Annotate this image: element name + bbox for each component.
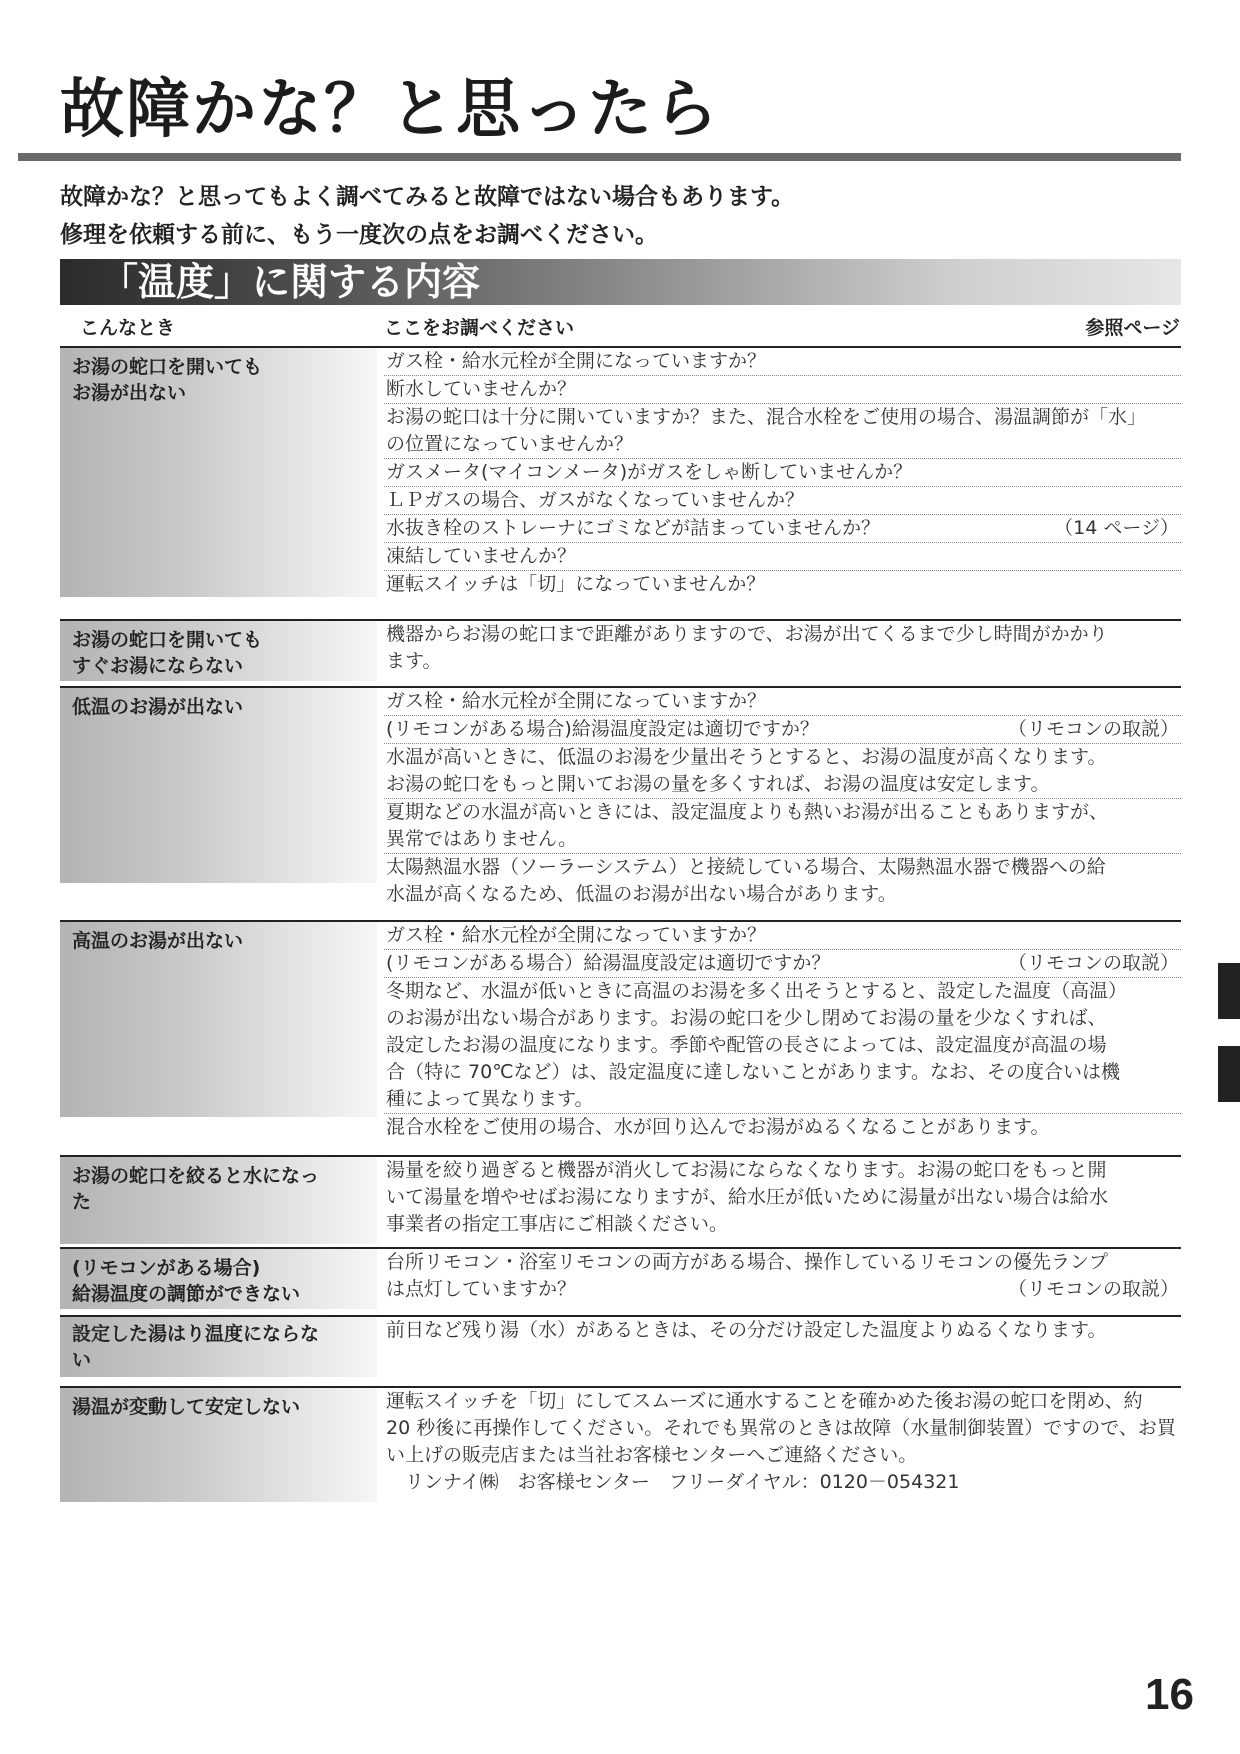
check-item-text: (リモコンがある場合)給湯温度設定は適切ですか？ — [386, 718, 819, 740]
condition-label-line: お湯の蛇口を開いても — [72, 629, 263, 651]
check-item-line — [386, 1211, 1179, 1238]
check-item — [384, 459, 1181, 487]
check-item-text: 夏期などの水温が高いときには、設定温度よりも熱いお湯が出ることもありますが、 — [386, 801, 1109, 823]
check-item-line — [386, 487, 1179, 514]
check-item-line — [386, 459, 1179, 486]
check-item-text: 種によって異なります。 — [386, 1088, 594, 1110]
check-item-line — [386, 1415, 1179, 1442]
check-item-line — [386, 1317, 1179, 1344]
check-items — [384, 1157, 1181, 1238]
intro-line: 故障かな？と思ってもよく調べてみると故障ではない場合もあります。 — [60, 184, 795, 210]
section-header — [60, 259, 1181, 305]
trouble-group — [60, 1155, 1181, 1244]
page-title: 故障かな？と思ったら — [60, 73, 720, 147]
check-item — [384, 688, 1181, 716]
condition-label-line: 設定した湯はり温度にならな — [72, 1323, 320, 1345]
check-item-line — [386, 431, 1179, 458]
check-item-text: 冬期など、水温が低いときに高温のお湯を多く出そうとすると、設定した温度（高温） — [386, 980, 1128, 1002]
check-item-line — [386, 799, 1179, 826]
reference-page: （リモコンの取説） — [1007, 1278, 1179, 1300]
check-item-text: 合（特に 70℃など）は、設定温度に達しないことがあります。なお、その度合いは機 — [386, 1061, 1121, 1083]
side-index-tab — [1218, 963, 1240, 1019]
check-item-text: いて湯量を増やせばお湯になりますが、給水圧が低いために湯量が出ない場合は給水 — [386, 1186, 1109, 1208]
check-items — [384, 1249, 1181, 1303]
check-item — [384, 1388, 1181, 1496]
check-item-line — [386, 543, 1179, 570]
check-item-text: 水温が高くなるため、低温のお湯が出ない場合があります。 — [386, 883, 897, 905]
condition-label — [60, 688, 377, 883]
check-item — [384, 854, 1181, 908]
condition-label — [60, 1157, 377, 1244]
check-item — [384, 950, 1181, 978]
condition-label-line: 低温のお湯が出ない — [72, 696, 244, 718]
check-item — [384, 1114, 1181, 1141]
condition-label-line: お湯が出ない — [72, 382, 187, 404]
check-item-text: リンナイ㈱ お客様センター フリーダイヤル：0120－054321 — [386, 1471, 960, 1493]
condition-label-line: 高温のお湯が出ない — [72, 930, 244, 952]
check-item — [384, 348, 1181, 376]
condition-label — [60, 1249, 377, 1309]
check-item — [384, 716, 1181, 744]
reference-page: （リモコンの取説） — [1007, 952, 1179, 974]
check-item-text: 20 秒後に再操作してください。それでも異常のときは故障（水量制御装置）ですので、お買 — [386, 1417, 1176, 1439]
condition-label-line: お湯の蛇口を開いても — [72, 356, 263, 378]
condition-label-line: お湯の蛇口を絞ると水になっ — [72, 1165, 320, 1187]
check-item-text: 運転スイッチは「切」になっていませんか？ — [386, 573, 766, 595]
check-item-line — [386, 922, 1179, 949]
condition-label — [60, 922, 377, 1117]
condition-label-line: すぐお湯にならない — [72, 655, 244, 677]
condition-label-line: 給湯温度の調節ができない — [72, 1283, 301, 1305]
title-underline — [18, 153, 1181, 161]
check-items — [384, 1388, 1181, 1496]
check-item-text: ガス栓・給水元栓が全開になっていますか？ — [386, 690, 767, 712]
condition-label — [60, 1317, 377, 1377]
trouble-group — [60, 920, 1181, 1138]
check-item-line — [386, 1249, 1179, 1276]
intro-line: 修理を依頼する前に、もう一度次の点をお調べください。 — [60, 222, 658, 248]
check-item — [384, 922, 1181, 950]
check-item-line — [386, 854, 1179, 881]
condition-label-line: た — [72, 1191, 92, 1213]
check-item-line — [386, 1032, 1179, 1059]
condition-label-line: い — [72, 1349, 92, 1371]
condition-label — [60, 621, 377, 681]
check-item-text: ます。 — [386, 650, 442, 672]
check-item-text: 設定したお湯の温度になります。季節や配管の長さによっては、設定温度が高温の場 — [386, 1034, 1107, 1056]
check-item-line — [386, 515, 1179, 542]
check-items — [384, 922, 1181, 1141]
check-item-line — [386, 881, 1179, 908]
check-item — [384, 515, 1181, 543]
check-item-line — [386, 348, 1179, 375]
check-item-line — [386, 1114, 1179, 1141]
check-item-text: のお湯が出ない場合があります。お湯の蛇口を少し閉めてお湯の量を少なくすれば、 — [386, 1007, 1107, 1029]
check-item-text: い上げの販売店または当社お客様センターへご連絡ください。 — [386, 1444, 918, 1466]
reference-page: （14 ページ） — [1054, 517, 1179, 539]
check-item-line — [386, 1086, 1179, 1113]
check-item — [384, 799, 1181, 854]
check-item-line — [386, 648, 1179, 675]
check-item — [384, 1157, 1181, 1238]
check-item-text: 機器からお湯の蛇口まで距離がありますので、お湯が出てくるまで少し時間がかかり — [386, 623, 1108, 645]
check-item — [384, 543, 1181, 571]
check-item-text: 水抜き栓のストレーナにゴミなどが詰まっていませんか？ — [386, 517, 881, 539]
check-item-line — [386, 404, 1179, 431]
check-item-line — [386, 1442, 1179, 1469]
check-item-text: ガスメータ(マイコンメータ)がガスをしゃ断していませんか？ — [386, 461, 913, 483]
check-item-line — [386, 1276, 1179, 1303]
check-items — [384, 1317, 1181, 1344]
intro-text — [60, 178, 794, 254]
check-item-text: 混合水栓をご使用の場合、水が回り込んでお湯がぬるくなることがあります。 — [386, 1116, 1050, 1138]
check-item-text: (リモコンがある場合）給湯温度設定は適切ですか？ — [386, 952, 831, 974]
check-item — [384, 1249, 1181, 1303]
check-item-text: 異常ではありません。 — [386, 828, 578, 850]
column-header-check: ここをお調べください — [384, 317, 575, 339]
trouble-group — [60, 1315, 1181, 1377]
check-item-text: お湯の蛇口は十分に開いていますか？また、混合水栓をご使用の場合、湯温調節が「水」 — [386, 406, 1147, 428]
check-item-text: 凍結していませんか？ — [386, 545, 577, 567]
check-item-text: の位置になっていませんか？ — [386, 433, 634, 455]
check-item-text: ＬＰガスの場合、ガスがなくなっていませんか？ — [386, 489, 805, 511]
side-index-tab — [1218, 1046, 1240, 1102]
check-item — [384, 404, 1181, 459]
check-item — [384, 571, 1181, 598]
trouble-group — [60, 686, 1181, 905]
trouble-group — [60, 619, 1181, 681]
check-items — [384, 348, 1181, 598]
trouble-group — [60, 1247, 1181, 1309]
check-item-line — [386, 1059, 1179, 1086]
check-item-text: 運転スイッチを「切」にしてスムーズに通水することを確かめた後お湯の蛇口を閉め、約 — [386, 1390, 1143, 1412]
check-item-line — [386, 1388, 1179, 1415]
condition-label — [60, 1388, 377, 1502]
check-item-line — [386, 1157, 1179, 1184]
check-item-line — [386, 376, 1179, 403]
check-item-line — [386, 688, 1179, 715]
condition-label-line: 湯温が変動して安定しない — [72, 1396, 301, 1418]
check-item — [384, 621, 1181, 675]
check-item-text: 太陽熱温水器（ソーラーシステム）と接続している場合、太陽熱温水器で機器への給 — [386, 856, 1106, 878]
check-item-line — [386, 571, 1179, 598]
check-item — [384, 487, 1181, 515]
check-item-line — [386, 1184, 1179, 1211]
check-item-line — [386, 1469, 1179, 1496]
check-item-line — [386, 826, 1179, 853]
reference-page: （リモコンの取説） — [1007, 718, 1179, 740]
check-item-text: ガス栓・給水元栓が全開になっていますか？ — [386, 924, 767, 946]
check-item-text: 台所リモコン・浴室リモコンの両方がある場合、操作しているリモコンの優先ランプ — [386, 1251, 1109, 1273]
condition-label — [60, 348, 377, 597]
column-header-ref: 参照ページ — [1085, 317, 1180, 339]
check-item-text: 前日など残り湯（水）があるときは、その分だけ設定した温度よりぬるくなります。 — [386, 1319, 1107, 1341]
check-item-line — [386, 1005, 1179, 1032]
check-item-line — [386, 621, 1179, 648]
check-item-text: ガス栓・給水元栓が全開になっていますか？ — [386, 350, 767, 372]
check-item-text: 断水していませんか？ — [386, 378, 577, 400]
section-title: 「温度」に関する内容 — [100, 260, 481, 304]
check-item-text: 水温が高いときに、低温のお湯を少量出そうとすると、お湯の温度が高くなります。 — [386, 746, 1107, 768]
check-items — [384, 621, 1181, 675]
trouble-group — [60, 1386, 1181, 1502]
check-item — [384, 1317, 1181, 1344]
check-item-line — [386, 950, 1179, 977]
condition-label-line: (リモコンがある場合) — [72, 1257, 261, 1279]
check-item-line — [386, 716, 1179, 743]
check-item — [384, 978, 1181, 1114]
check-item-text: 湯量を絞り過ぎると機器が消火してお湯にならなくなります。お湯の蛇口をもっと開 — [386, 1159, 1107, 1181]
check-item-text: お湯の蛇口をもっと開いてお湯の量を多くすれば、お湯の温度は安定します。 — [386, 773, 1050, 795]
check-item-text: は点灯していますか？ — [386, 1278, 577, 1300]
page-number: 16 — [1145, 1670, 1194, 1719]
check-item — [384, 744, 1181, 799]
column-header-when: こんなとき — [80, 317, 176, 339]
check-item — [384, 376, 1181, 404]
check-item-line — [386, 744, 1179, 771]
trouble-group — [60, 346, 1181, 597]
check-item-text: 事業者の指定工事店にご相談ください。 — [386, 1213, 729, 1235]
check-items — [384, 688, 1181, 908]
check-item-line — [386, 978, 1179, 1005]
check-item-line — [386, 771, 1179, 798]
